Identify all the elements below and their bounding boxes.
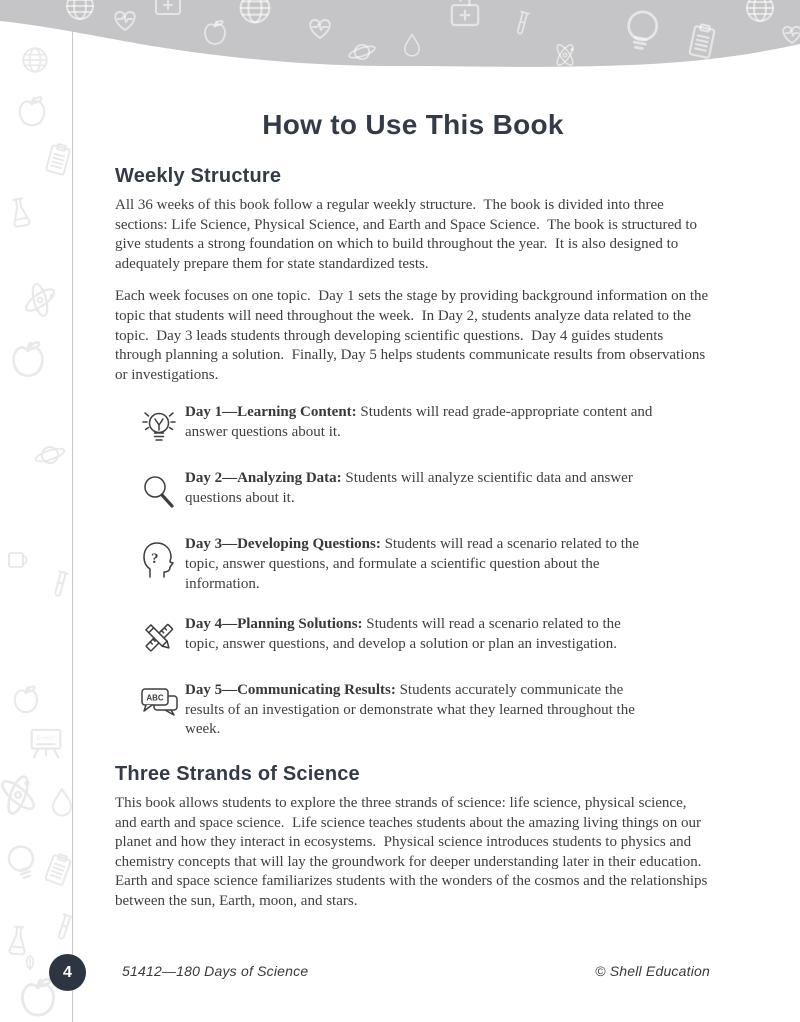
svg-text:?: ? — [151, 551, 159, 568]
day-4-description: Students will read a scenario related to the topic, answer questions, and develop a solution or plan an investigation. — [185, 616, 621, 652]
day-1-text — [185, 403, 657, 448]
head-question-icon — [139, 535, 185, 594]
leaf-doodle-icon — [27, 956, 34, 970]
day-1-item — [139, 403, 711, 448]
day-3-description: Students will read a scenario related to the topic, answer questions, and formulate a scientific question about the information. — [185, 536, 640, 592]
day-5-text — [185, 681, 657, 740]
flask-doodle-icon — [9, 926, 26, 954]
lightbulb-doodle-icon — [6, 843, 38, 880]
day-1-description: Students will read grade-appropriate content and answer questions about it. — [185, 404, 653, 440]
day-4-item — [139, 615, 711, 660]
apple-doodle-icon — [15, 686, 37, 713]
atom-doodle-icon — [0, 771, 40, 819]
day-3-text — [185, 535, 657, 594]
day-5-label: Day 5—Communicating Results: — [185, 682, 396, 699]
page-content — [115, 108, 711, 924]
day-list — [115, 403, 711, 740]
test-tube-doodle-icon — [53, 571, 68, 597]
book-reference: 51412—180 Days of Science — [122, 963, 309, 979]
water-drop-doodle-icon — [53, 789, 71, 816]
day-2-item — [139, 469, 711, 514]
strands-paragraph: This book allows students to explore the three strands of science: life science, physical science, and earth and space science. Life science teaches students about the amazing living things on our planet and how they interact in ecosystems. Physical science introduces students to physics and chemistry concepts that will lay the groundwork for deeper understanding later in their education. Earth and space science familiarizes students with the wonders of the cosmos and the relationships between the sun, Earth, moon, and stars. — [115, 794, 712, 909]
day-1-label: Day 1—Learning Content: — [185, 404, 357, 421]
page-edge-line — [72, 21, 73, 1022]
weekly-structure-heading: Weekly Structure — [115, 165, 282, 187]
day-5-description: Students accurately communicate the results of an investigation or demonstrate what they learned throughout the week. — [185, 682, 635, 738]
mug-doodle-icon — [9, 553, 27, 567]
magnifying-glass-icon — [139, 469, 185, 514]
flask-doodle-icon — [10, 198, 30, 227]
apple-doodle-icon — [22, 978, 53, 1015]
day-3-item — [139, 535, 711, 594]
page-number-badge: 4 — [49, 954, 86, 991]
clipboard-doodle-icon — [46, 143, 71, 175]
lightbulb-icon — [139, 403, 185, 448]
formula-board-doodle-icon — [32, 730, 61, 758]
wave-band-shape — [0, 0, 800, 67]
apple-doodle-icon — [20, 96, 44, 125]
weekly-paragraph-1: All 36 weeks of this book follow a regular weekly structure. The book is divided into three sections: Life Science, Physical Science, and Earth and Space Science. The book is structured to give students a strong foundation on which to build throughout the year. It is also designed to adequately prepare them for state standardized tests. — [115, 197, 701, 272]
speech-bubbles-abc-icon — [139, 681, 185, 740]
left-doodle-strip — [0, 0, 72, 1022]
apple-doodle-icon — [14, 341, 43, 376]
abc-icon-text: ABC — [146, 693, 164, 703]
day-5-item — [139, 681, 711, 740]
test-tube-doodle-icon — [56, 914, 72, 940]
weekly-paragraph-2: Each week focuses on one topic. Day 1 sets the stage by providing background information on the topic that students will need throughout the week. In Day 2, students analyze data related to the topic. Day 3 leads students through developing scientific questions. Day 4 guides students through planning a solution. Finally, Day 5 helps students communicate results from observations or investigations. — [115, 288, 712, 383]
page-title: How to Use This Book — [262, 109, 564, 140]
day-2-text — [185, 469, 657, 514]
top-wave-band — [0, 0, 800, 80]
publisher-credit: © Shell Education — [595, 963, 710, 979]
pencil-ruler-icon — [139, 615, 185, 660]
planet-doodle-icon — [34, 446, 65, 464]
clipboard-doodle-icon — [45, 852, 72, 885]
three-strands-heading: Three Strands of Science — [115, 762, 360, 785]
day-2-label: Day 2—Analyzing Data: — [185, 470, 342, 487]
day-3-label: Day 3—Developing Questions: — [185, 536, 381, 553]
day-2-description: Students will analyze scientific data and answer questions about it. — [185, 470, 633, 506]
atom-doodle-icon — [21, 279, 60, 321]
day-4-text — [185, 615, 657, 660]
day-4-label: Day 4—Planning Solutions: — [185, 616, 363, 633]
